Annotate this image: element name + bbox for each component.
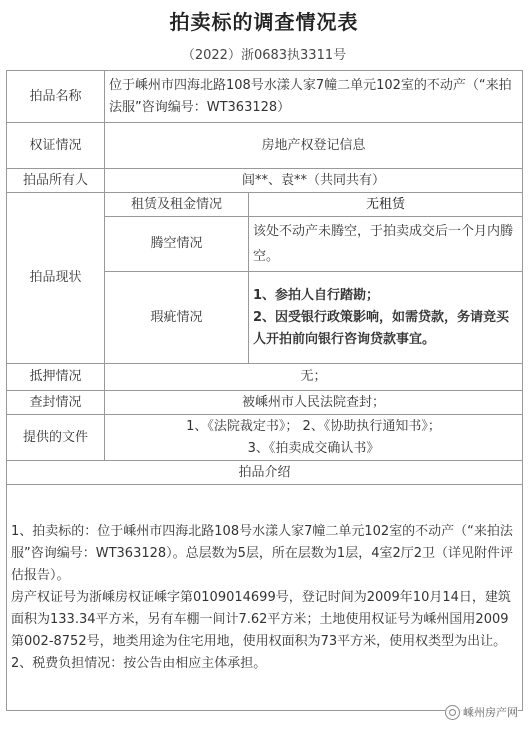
defect-value <box>249 272 523 364</box>
title-cert-label: 权证情况 <box>7 123 105 169</box>
defect-line-1: 1、参拍人自行踏勘； <box>253 287 380 303</box>
intro-paragraph-1: 1、拍卖标的：位于嵊州市四海北路108号水漾人家7幢二单元102室的不动产（“来拍法服”咨询编号：WT363128）。总层数为5层，所在层数为1层，4室2厅2卫（详见附件评估报告）。 <box>11 523 514 583</box>
vacate-label: 腾空情况 <box>105 217 249 272</box>
table-row <box>7 461 523 485</box>
seizure-label: 查封情况 <box>7 391 105 415</box>
docs-label: 提供的文件 <box>7 415 105 461</box>
defect-line-2: 2、因受银行政策影响，如需贷款，务请竞买人开拍前向银行咨询贷款事宜。 <box>253 309 510 347</box>
docs-line-1: 1、《法院裁定书》； 2、《协助执行通知书》； <box>186 418 441 434</box>
owner-value: 闾**、袁**（共同共有） <box>105 169 523 193</box>
status-label: 拍品现状 <box>7 193 105 364</box>
watermark <box>445 704 518 720</box>
table-row <box>7 169 523 193</box>
mortgage-value: 无； <box>105 364 523 391</box>
table-row <box>7 123 523 169</box>
docs-value <box>105 415 523 461</box>
mortgage-label: 抵押情况 <box>7 364 105 391</box>
title-cert-value: 房地产权登记信息 <box>105 123 523 169</box>
seizure-value: 被嵊州市人民法院查封； <box>105 391 523 415</box>
wechat-icon <box>445 705 460 720</box>
table-row <box>7 193 523 217</box>
table-row <box>7 415 523 461</box>
intro-paragraph-2: 房产权证号为浙嵊房权证嵊字第0109014699号，登记时间为2009年10月14日，建筑面积为133.34平方米，另有车棚一间计7.62平方米；土地使用权证号为嵊州国用2009第002-8752号，地类用途为住宅用地，使用权面积为73平方米，使用权类型为出让。 <box>11 589 511 649</box>
rent-label: 租赁及租金情况 <box>105 193 249 217</box>
case-number: （2022）浙0683执3311号 <box>181 48 347 63</box>
survey-table <box>6 70 523 711</box>
table-row <box>7 485 523 711</box>
item-name-label: 拍品名称 <box>7 71 105 123</box>
intro-paragraph-3: 2、税费负担情况：按公告由相应主体承担。 <box>11 655 267 671</box>
docs-line-2: 3、《拍卖成交确认书》 <box>247 440 380 456</box>
rent-value: 无租赁 <box>249 193 523 217</box>
intro-heading: 拍品介绍 <box>7 461 523 485</box>
table-row <box>7 71 523 123</box>
defect-label: 瑕疵情况 <box>105 272 249 364</box>
intro-body <box>7 485 523 711</box>
watermark-text: 嵊州房产网 <box>463 706 518 719</box>
vacate-value: 该处不动产未腾空，于拍卖成交后一个月内腾空。 <box>249 217 523 272</box>
table-row <box>7 364 523 391</box>
page-title: 拍卖标的调查情况表 <box>169 10 359 34</box>
table-row <box>7 391 523 415</box>
owner-label: 拍品所有人 <box>7 169 105 193</box>
item-name-value: 位于嵊州市四海北路108号水漾人家7幢二单元102室的不动产（“来拍法服”咨询编号：WT363128） <box>105 71 523 123</box>
